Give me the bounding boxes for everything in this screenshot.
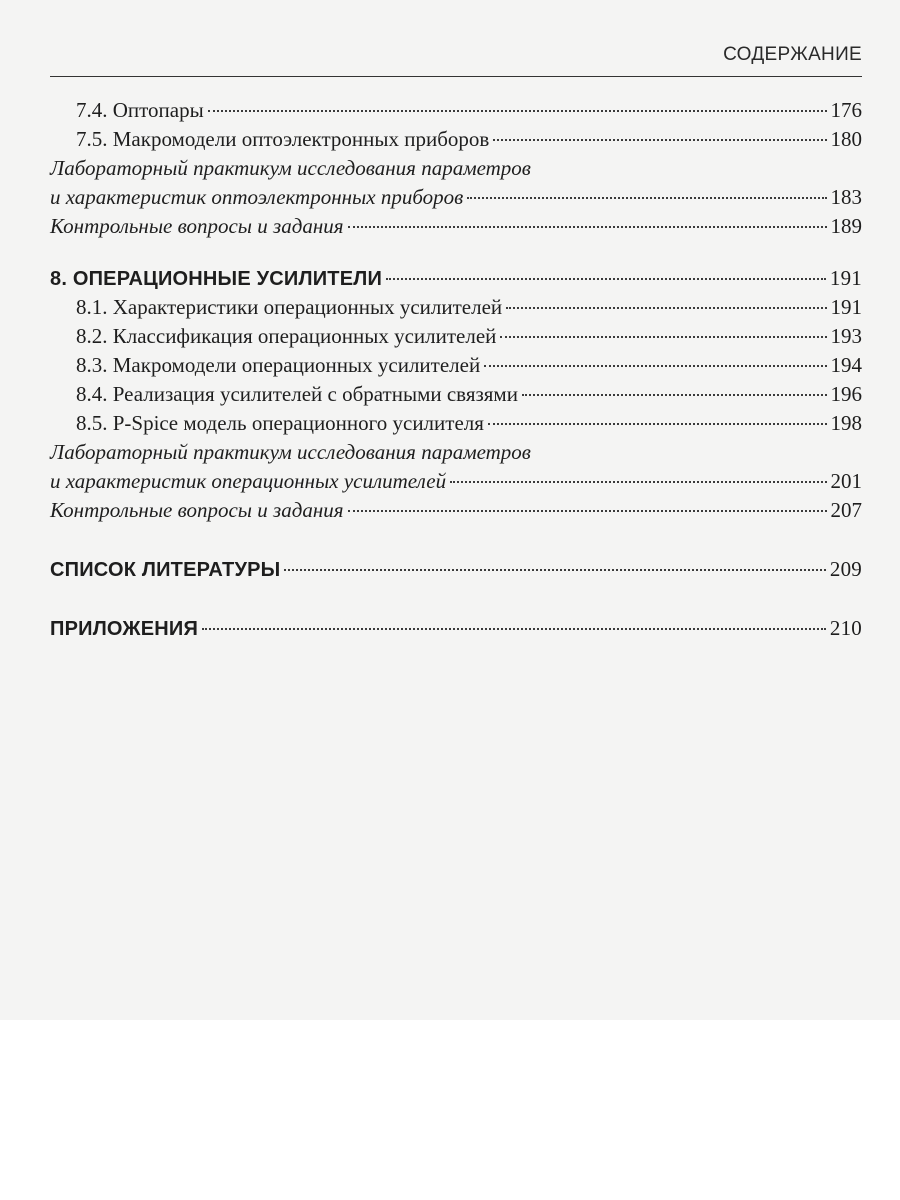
dot-leader bbox=[467, 197, 826, 199]
toc-entry-title: Лабораторный практикум исследования параметров bbox=[50, 156, 531, 180]
toc-entry-lab8 bbox=[50, 467, 862, 496]
toc-page-number: 209 bbox=[829, 557, 862, 581]
running-head: СОДЕРЖАНИЕ bbox=[723, 44, 862, 65]
toc-entry-8-4 bbox=[50, 380, 862, 409]
toc-page-number: 196 bbox=[830, 382, 862, 406]
toc-entry-8-3 bbox=[50, 351, 862, 380]
toc-chapter-title: СПИСОК ЛИТЕРАТУРЫ bbox=[50, 559, 281, 581]
toc-page-number: 191 bbox=[829, 266, 862, 290]
dot-leader bbox=[348, 226, 827, 228]
toc-page-number: 193 bbox=[830, 324, 862, 348]
toc-entry-8-2 bbox=[50, 322, 862, 351]
table-of-contents bbox=[50, 96, 862, 643]
dot-leader bbox=[202, 628, 826, 630]
toc-page-number: 210 bbox=[829, 616, 862, 640]
toc-entry-title: Контрольные вопросы и задания bbox=[50, 498, 344, 522]
header-rule bbox=[50, 76, 862, 77]
toc-entry-title: 8.2. Классификация операционных усилителей bbox=[76, 324, 497, 348]
toc-page-number: 207 bbox=[830, 498, 862, 522]
toc-entry-lab7 bbox=[50, 183, 862, 212]
dot-leader bbox=[506, 307, 826, 309]
toc-entry-lab8-line1 bbox=[50, 438, 862, 467]
toc-entry-8-5 bbox=[50, 409, 862, 438]
toc-entry-title: 7.5. Макромодели оптоэлектронных приборов bbox=[76, 127, 490, 151]
toc-appendices bbox=[50, 614, 862, 643]
toc-entry-title: и характеристик операционных усилителей bbox=[50, 469, 447, 493]
toc-entry-8-1 bbox=[50, 293, 862, 322]
toc-entry-title: Лабораторный практикум исследования параметров bbox=[50, 440, 531, 464]
toc-page-number: 201 bbox=[830, 469, 862, 493]
dot-leader bbox=[386, 278, 826, 280]
toc-entry-title: 8.1. Характеристики операционных усилителей bbox=[76, 295, 503, 319]
toc-page-number: 180 bbox=[830, 127, 862, 151]
toc-entry-title: и характеристик оптоэлектронных приборов bbox=[50, 185, 464, 209]
dot-leader bbox=[488, 423, 827, 425]
toc-entry-title: 7.4. Оптопары bbox=[76, 98, 204, 122]
dot-leader bbox=[348, 510, 827, 512]
toc-entry-lab7-line1 bbox=[50, 154, 862, 183]
toc-chapter-title: ПРИЛОЖЕНИЯ bbox=[50, 618, 199, 640]
dot-leader bbox=[284, 569, 825, 571]
toc-chapter-8 bbox=[50, 264, 862, 293]
toc-page-number: 176 bbox=[830, 98, 862, 122]
toc-entry-title: Контрольные вопросы и задания bbox=[50, 214, 344, 238]
toc-bibliography bbox=[50, 555, 862, 584]
toc-entry-questions-8 bbox=[50, 496, 862, 525]
toc-entry-questions-7 bbox=[50, 212, 862, 241]
dot-leader bbox=[493, 139, 826, 141]
dot-leader bbox=[450, 481, 826, 483]
toc-page-number: 191 bbox=[830, 295, 862, 319]
dot-leader bbox=[500, 336, 826, 338]
toc-entry-title: 8.3. Макромодели операционных усилителей bbox=[76, 353, 481, 377]
toc-entry-7-4 bbox=[50, 96, 862, 125]
toc-entry-title: 8.4. Реализация усилителей с обратными связями bbox=[76, 382, 518, 406]
dot-leader bbox=[208, 110, 827, 112]
toc-page-number: 189 bbox=[830, 214, 862, 238]
toc-page-number: 194 bbox=[830, 353, 862, 377]
toc-chapter-title: 8. ОПЕРАЦИОННЫЕ УСИЛИТЕЛИ bbox=[50, 268, 383, 290]
dot-leader bbox=[522, 394, 827, 396]
toc-entry-title: 8.5. P-Spice модель операционного усилителя bbox=[76, 411, 484, 435]
toc-entry-7-5 bbox=[50, 125, 862, 154]
toc-page-number: 198 bbox=[830, 411, 862, 435]
dot-leader bbox=[484, 365, 826, 367]
toc-page-number: 183 bbox=[830, 185, 862, 209]
